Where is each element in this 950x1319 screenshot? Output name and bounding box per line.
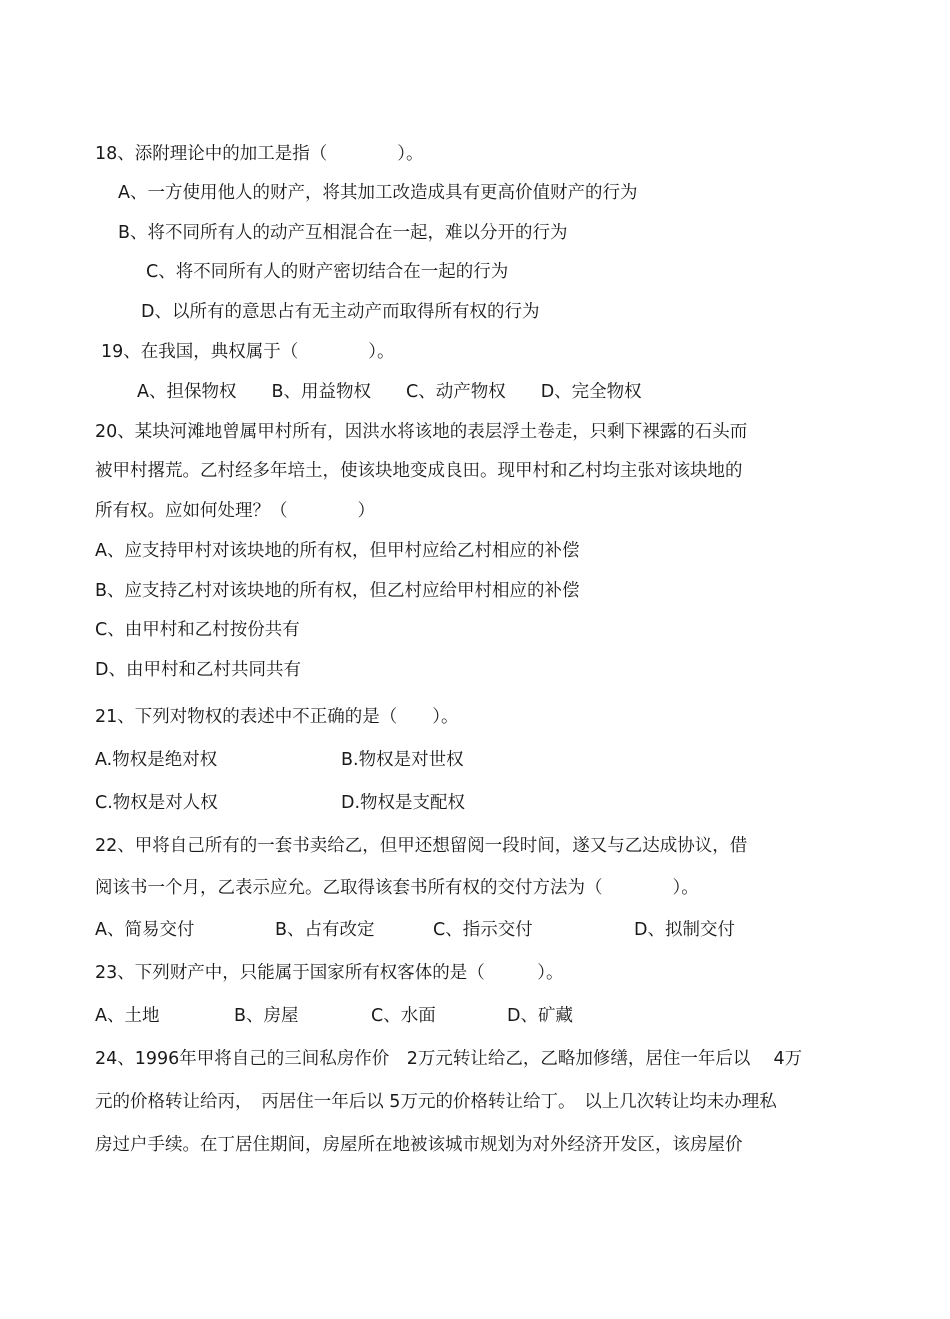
question-24-line-2: 元的价格转让给丙， 丙居住一年后以 5万元的价格转让给丁。 以上几次转让均未办理私 <box>95 1092 777 1112</box>
question-18-option-d: D、以所有的意思占有无主动产而取得所有权的行为 <box>141 302 540 322</box>
question-22-stem-line-1: 22、甲将自己所有的一套书卖给乙，但甲还想留阅一段时间，遂又与乙达成协议，借 <box>95 836 748 856</box>
question-22-stem-line-2: 阅该书一个月，乙表示应允。乙取得该套书所有权的交付方法为（ ）。 <box>95 878 699 898</box>
question-23-option-d: D、矿藏 <box>507 1006 573 1026</box>
question-18-option-a: A、一方使用他人的财产，将其加工改造成具有更高价值财产的行为 <box>118 183 638 203</box>
question-18-option-b: B、将不同所有人的动产互相混合在一起，难以分开的行为 <box>118 223 568 243</box>
question-21-option-b: B.物权是对世权 <box>341 750 464 770</box>
question-23-stem: 23、下列财产中，只能属于国家所有权客体的是（ ）。 <box>95 963 564 983</box>
question-20-option-b: B、应支持乙村对该块地的所有权，但乙村应给甲村相应的补偿 <box>95 581 580 601</box>
question-20-option-c: C、由甲村和乙村按份共有 <box>95 620 300 640</box>
question-23-option-c: C、水面 <box>371 1006 436 1026</box>
question-21-stem: 21、下列对物权的表述中不正确的是（ ）。 <box>95 707 459 727</box>
question-23-option-a: A、土地 <box>95 1006 160 1026</box>
question-20-option-a: A、应支持甲村对该块地的所有权，但甲村应给乙村相应的补偿 <box>95 541 580 561</box>
question-20-option-d: D、由甲村和乙村共同共有 <box>95 660 301 680</box>
question-20-stem-line-2: 被甲村撂荒。乙村经多年培土，使该块地变成良田。现甲村和乙村均主张对该块地的 <box>95 461 743 481</box>
question-22-option-b: B、占有改定 <box>275 920 375 940</box>
question-22-option-d: D、拟制交付 <box>634 920 735 940</box>
question-18-stem: 18、添附理论中的加工是指（ ）。 <box>95 144 424 164</box>
question-18-option-c: C、将不同所有人的财产密切结合在一起的行为 <box>146 262 509 282</box>
question-21-option-c: C.物权是对人权 <box>95 793 218 813</box>
question-24-line-1: 24、1996年甲将自己的三间私房作价 2万元转让给乙，乙略加修缮，居住一年后以 4万 <box>95 1049 803 1069</box>
question-21-option-d: D.物权是支配权 <box>341 793 466 813</box>
question-21-option-a: A.物权是绝对权 <box>95 750 218 770</box>
question-19-options: A、担保物权 B、用益物权 C、动产物权 D、完全物权 <box>137 382 642 402</box>
question-20-stem-line-1: 20、某块河滩地曾属甲村所有，因洪水将该地的表层浮土卷走，只剩下裸露的石头而 <box>95 422 748 442</box>
question-20-stem-line-3: 所有权。应如何处理？（ ） <box>95 501 375 521</box>
question-19-stem: 19、在我国，典权属于（ ）。 <box>101 342 395 362</box>
question-22-option-a: A、简易交付 <box>95 920 195 940</box>
question-24-line-3: 房过户手续。在丁居住期间，房屋所在地被该城市规划为对外经济开发区，该房屋价 <box>95 1135 743 1155</box>
question-23-option-b: B、房屋 <box>234 1006 299 1026</box>
question-22-option-c: C、指示交付 <box>433 920 533 940</box>
